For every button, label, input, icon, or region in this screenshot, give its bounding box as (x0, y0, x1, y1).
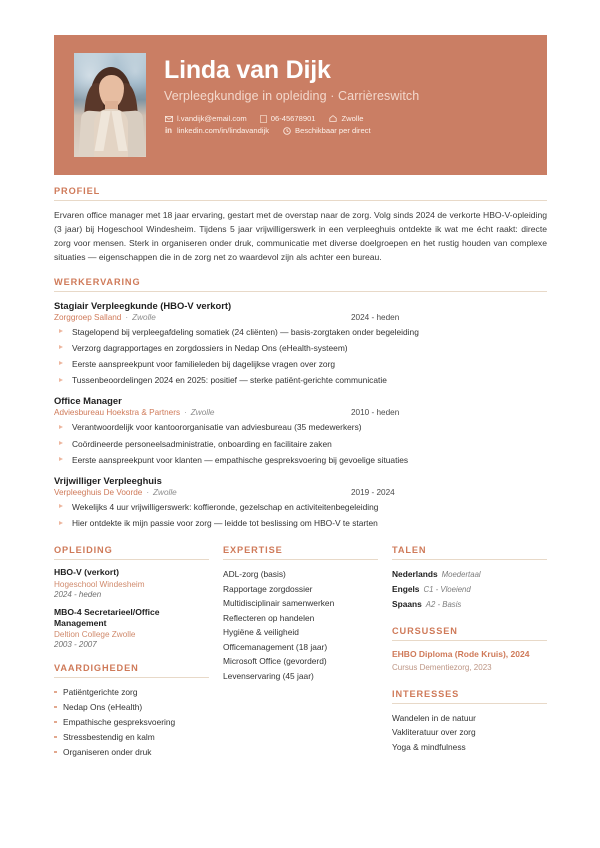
page-title: Linda van Dijk (164, 56, 331, 84)
contact-location (329, 114, 364, 123)
envelope-icon (164, 114, 173, 123)
education-years: 2024 - heden (54, 589, 102, 599)
list-item: Patiëntgerichte zorg (54, 685, 209, 700)
list-item: Hier ontdekte ik mijn passie voor zorg — leidde tot beslissing om HBO-V te starten (54, 517, 547, 529)
job-location: Zwolle (153, 488, 177, 497)
list-item: Officemanagement (18 jaar) (223, 641, 328, 652)
list-item: Rapportage zorgdossier (223, 583, 313, 594)
education-degree: MBO-4 Secretarieel/Office Management (54, 606, 160, 628)
contact-location-text: Zwolle (341, 114, 364, 124)
section-interests (392, 689, 547, 754)
job-separator: · (184, 408, 187, 418)
section-experience (54, 277, 547, 530)
job-separator: · (146, 488, 150, 497)
list-item: Multidisciplinair samenwerken (223, 598, 335, 609)
resume-header (54, 35, 547, 175)
job-dates: 2024 - heden (351, 312, 400, 322)
contact-row-1 (164, 114, 547, 123)
contact-phone-text: 06-45678901 (270, 114, 316, 124)
job-meta (54, 408, 547, 417)
list-item: Verantwoordelijk voor kantoororganisatie van adviesbureau (35 medewerkers) (54, 421, 547, 433)
lower-columns (54, 545, 547, 773)
job-bullets (54, 501, 547, 529)
interests-list (392, 711, 547, 754)
contact-email-text: l.vandijk@email.com (177, 114, 247, 124)
job-meta (54, 488, 547, 497)
list-item: Coördineerde personeelsadministratie, onboarding en facilitaire zaken (54, 438, 547, 450)
section-divider (54, 200, 547, 201)
list-item: Vakliteratuur over zorg (392, 727, 476, 738)
experience-item (54, 395, 547, 466)
section-title-expertise: EXPERTISE (223, 545, 283, 556)
section-divider (392, 703, 547, 704)
contact-availability-text: Beschikbaar per direct (295, 126, 371, 136)
section-courses (392, 626, 547, 675)
section-divider (54, 291, 547, 292)
language-name: Engels (392, 584, 420, 595)
section-title-profile: PROFIEL (54, 186, 101, 196)
language-level: Moedertaal (441, 570, 481, 580)
education-item (54, 607, 209, 649)
profile-text: Ervaren office manager met 18 jaar ervaring, gestart met de overstap naar de zorg. Volg sinds 2024 de verkorte HBO-V-opleiding (3 jaar) bij Hogeschool Windesheim. Tijdens 5 jaar vrijwilligerswerk in een verpleeghuis ontdekte ik wat me écht raakt: directe zorg voor mensen. Sterk in organiseren onder druk, communicatie met diverse doelgroepen en het rustig houden van complexe situaties — eigenschappen die in de zorg net zo waardevol zijn als achter een bureau. (54, 210, 547, 262)
section-title-skills: VAARDIGHEDEN (54, 662, 139, 673)
contact-linkedin[interactable] (164, 126, 269, 135)
job-meta (54, 313, 547, 322)
phone-icon (260, 115, 267, 123)
column-left (54, 545, 209, 773)
list-item: Wandelen in de natuur (392, 712, 476, 723)
section-title-education: OPLEIDING (54, 545, 113, 556)
experience-item (54, 300, 547, 387)
section-title-languages: TALEN (392, 545, 427, 556)
language-item (392, 567, 547, 582)
list-item: Organiseren onder druk (54, 745, 209, 760)
location-icon (329, 114, 338, 123)
list-item: Wekelijks 4 uur vrijwilligerswerk: koffieronde, gezelschap en activiteitenbegeleiding (54, 501, 547, 513)
course-secondary: Cursus Dementiezorg, 2023 (392, 662, 492, 672)
contact-phone[interactable] (260, 114, 316, 123)
job-organization: Adviesbureau Hoekstra & Partners (54, 408, 181, 418)
section-title-courses: CURSUSSEN (392, 626, 458, 637)
list-item: Eerste aanspreekpunt voor familieleden bij dagelijkse vragen over zorg (54, 358, 547, 370)
section-languages (392, 545, 547, 612)
section-divider (54, 677, 209, 678)
section-education (54, 545, 209, 649)
expertise-list (223, 567, 378, 683)
list-item: ADL-zorg (basis) (223, 569, 286, 580)
list-item: Verzorg dagrapportages en zorgdossiers in Nedap Ons (eHealth-systeem) (54, 342, 547, 354)
list-item: Microsoft Office (gevorderd) (223, 656, 327, 667)
section-title-experience: WERKERVARING (54, 276, 141, 287)
list-item: Yoga & mindfulness (392, 741, 466, 752)
skills-list (54, 685, 209, 760)
avatar (74, 53, 146, 157)
education-item (54, 567, 209, 598)
job-bullets (54, 326, 547, 387)
list-item: Nedap Ons (eHealth) (54, 700, 209, 715)
section-divider (392, 640, 547, 641)
job-title: Office Manager (54, 395, 122, 407)
education-school: Hogeschool Windesheim (54, 579, 145, 589)
list-item: Empathische gespreksvoering (54, 715, 209, 730)
language-item (392, 597, 547, 612)
education-degree: HBO-V (verkort) (54, 567, 119, 578)
course-primary: EHBO Diploma (Rode Kruis), 2024 (392, 649, 530, 660)
section-divider (223, 559, 378, 560)
list-item: Stressbestendig en kalm (54, 730, 209, 745)
language-level: A2 - Basis (425, 600, 462, 610)
job-bullets (54, 421, 547, 466)
education-school: Deltion College Zwolle (54, 629, 136, 639)
contact-email[interactable] (164, 114, 247, 123)
language-name: Nederlands (392, 569, 438, 580)
job-location: Zwolle (132, 312, 156, 322)
contact-row-2 (164, 126, 547, 135)
section-divider (392, 559, 547, 560)
language-level: C1 - Vloeiend (423, 585, 471, 595)
section-skills (54, 663, 209, 760)
list-item: Reflecteren op handelen (223, 612, 315, 623)
education-years: 2003 - 2007 (54, 639, 97, 649)
job-organization: Zorggroep Salland (54, 312, 122, 322)
contact-availability (282, 126, 371, 135)
list-item: Tussenbeoordelingen 2024 en 2025: positief — sterke patiënt-gerichte communicatie (54, 374, 547, 386)
list-item: Stagelopend bij verpleegafdeling somatiek (24 cliënten) — basis-zorgtaken onder begeleiding (54, 326, 547, 338)
column-right (392, 545, 547, 773)
list-item: Eerste aanspreekpunt voor klanten — empathische gespreksvoering bij gevoelige situaties (54, 454, 547, 466)
job-title: Stagiair Verpleegkunde (HBO-V verkort) (54, 299, 232, 311)
section-expertise (223, 545, 378, 683)
section-divider (54, 559, 209, 560)
job-dates: 2019 - 2024 (351, 488, 395, 497)
language-item (392, 582, 547, 597)
job-location: Zwolle (190, 408, 215, 418)
column-middle (223, 545, 378, 773)
experience-item (54, 475, 547, 529)
job-separator: · (125, 312, 129, 322)
header-text-block (146, 35, 547, 138)
section-profile (54, 186, 547, 265)
contact-linkedin-text: linkedin.com/in/lindavandijk (177, 126, 270, 136)
list-item: Hygiëne & veiligheid (223, 627, 299, 638)
job-dates: 2010 - heden (351, 408, 400, 418)
language-name: Spaans (392, 599, 422, 610)
section-title-interests: INTERESSES (392, 688, 460, 699)
list-item: Levenservaring (45 jaar) (223, 670, 314, 681)
linkedin-icon: in (164, 125, 173, 135)
clock-icon (282, 126, 291, 135)
job-title: Vrijwilliger Verpleeghuis (54, 475, 162, 486)
header-subtitle: Verpleegkundige in opleiding · Carrièreswitch (164, 89, 420, 104)
resume-body (54, 186, 547, 774)
contact-details (164, 114, 547, 135)
job-organization: Verpleeghuis De Voorde (54, 488, 143, 497)
